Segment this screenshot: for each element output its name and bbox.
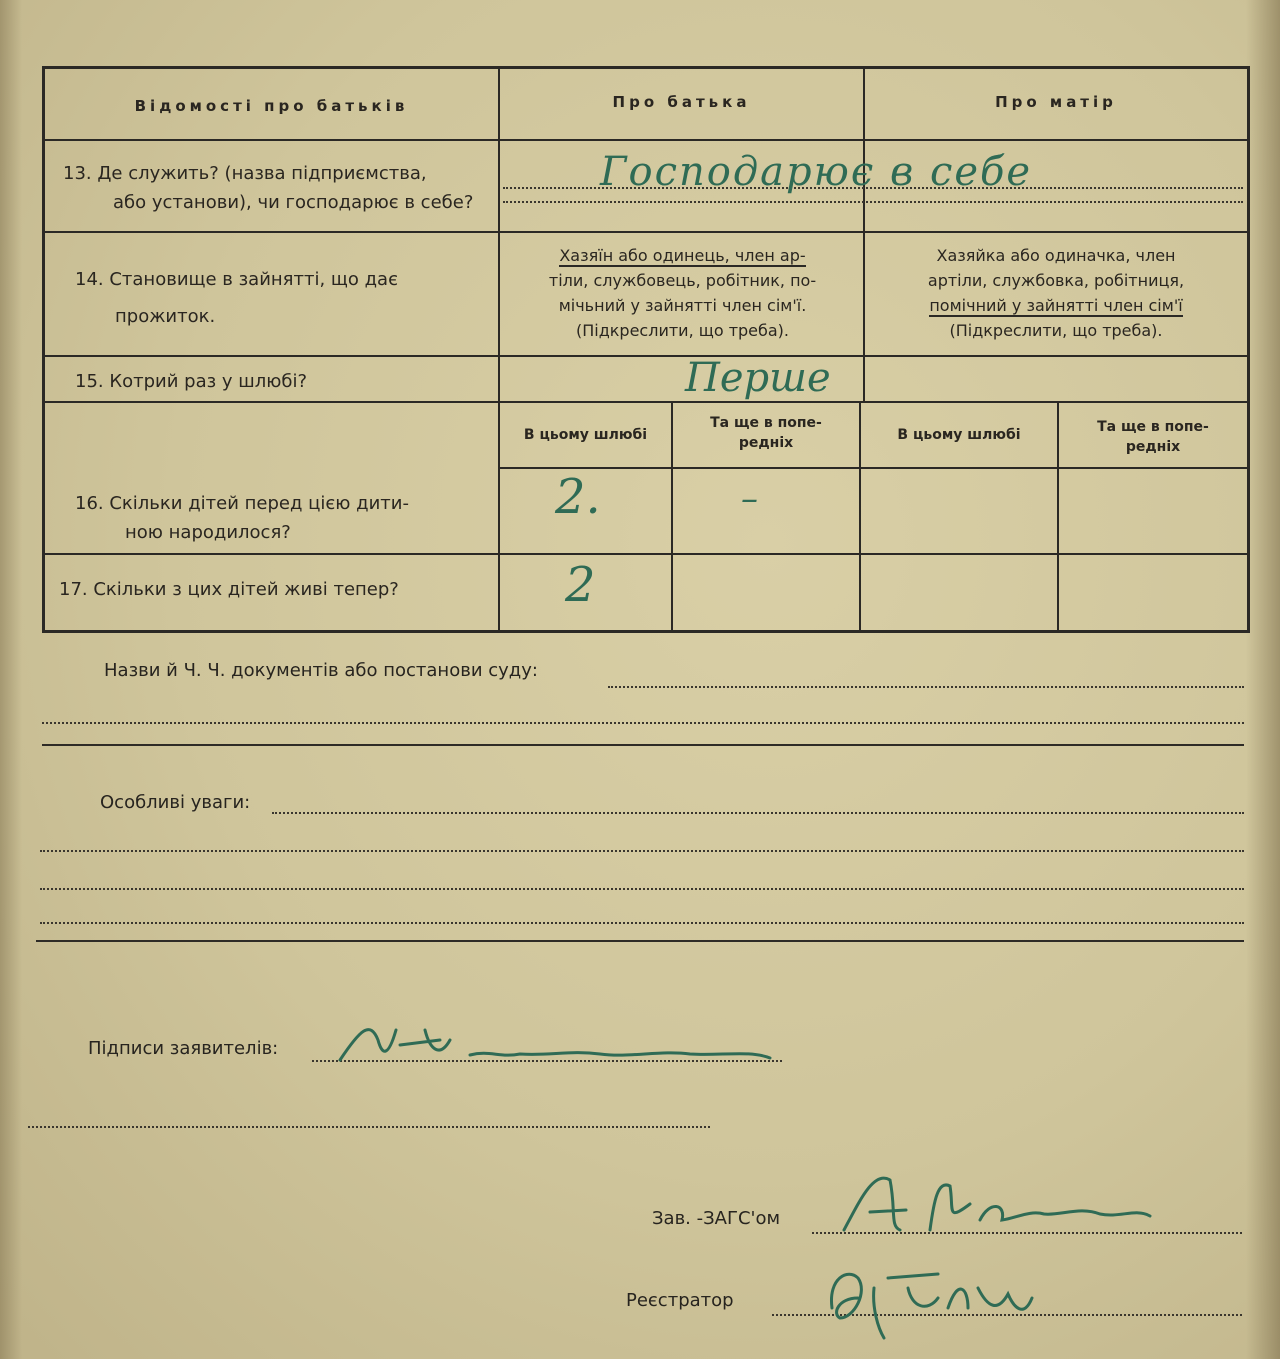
header-mother: Про матір — [995, 93, 1117, 111]
q16-father-prev-handwriting: – — [741, 479, 758, 519]
q16-label: 16. Скільки дітей перед цією дити- ною народилося? — [75, 493, 409, 543]
registrar-label: Реєстратор — [626, 1290, 734, 1311]
q15-label: 15. Котрий раз у шлюбі? — [75, 371, 308, 392]
documents-label: Назви й Ч. Ч. документів або постанови суду: — [104, 660, 538, 681]
parents-info-table — [42, 66, 1250, 633]
q16-father-this-handwriting: 2. — [555, 469, 601, 525]
q17-father-this-handwriting: 2 — [565, 557, 596, 613]
applicant-signature — [330, 1010, 800, 1090]
header-father: Про батька — [612, 93, 751, 111]
signatures-label: Підписи заявителів: — [88, 1038, 279, 1059]
subheader-father-this-marriage: В цьому шлюбі — [523, 427, 648, 443]
q14-mother-options: Хазяйка або одиначка, член артіли, службовка, робітниця, помічний у зайнятті член сім'ї (Підкреслити, що треба). — [927, 246, 1185, 340]
subheader-mother-previous: Та ще в попе- редніх — [1097, 419, 1209, 455]
page-shadow-right — [1246, 0, 1280, 1359]
q14-label: 14. Становище в зайнятті, що дає прожиток. — [75, 269, 398, 327]
subheader-father-previous: Та ще в попе- редніх — [710, 415, 822, 451]
registrar-signature — [818, 1248, 1048, 1348]
header-parents-info: Відомості про батьків — [134, 97, 409, 115]
subheader-mother-this-marriage: В цьому шлюбі — [897, 427, 1021, 443]
q17-label: 17. Скільки з цих дітей живі тепер? — [59, 579, 399, 600]
notes-label: Особливі уваги: — [100, 792, 251, 813]
head-signature — [830, 1160, 1160, 1250]
q13-answer-handwriting: Господарює в себе — [600, 149, 1033, 195]
q14-father-options: Хазяїн або одинець, член ар- тіли, службовець, робітник, по- мічьний у зайнятті член сім'ї. (Підкреслити, що треба). — [548, 246, 817, 340]
q15-answer-handwriting: Перше — [685, 355, 831, 401]
head-label: Зав. -ЗАГС'ом — [652, 1208, 781, 1229]
page-shadow-left — [0, 0, 22, 1359]
q13-label: 13. Де служить? (назва підприємства, або установи), чи господарює в себе? — [63, 163, 474, 213]
